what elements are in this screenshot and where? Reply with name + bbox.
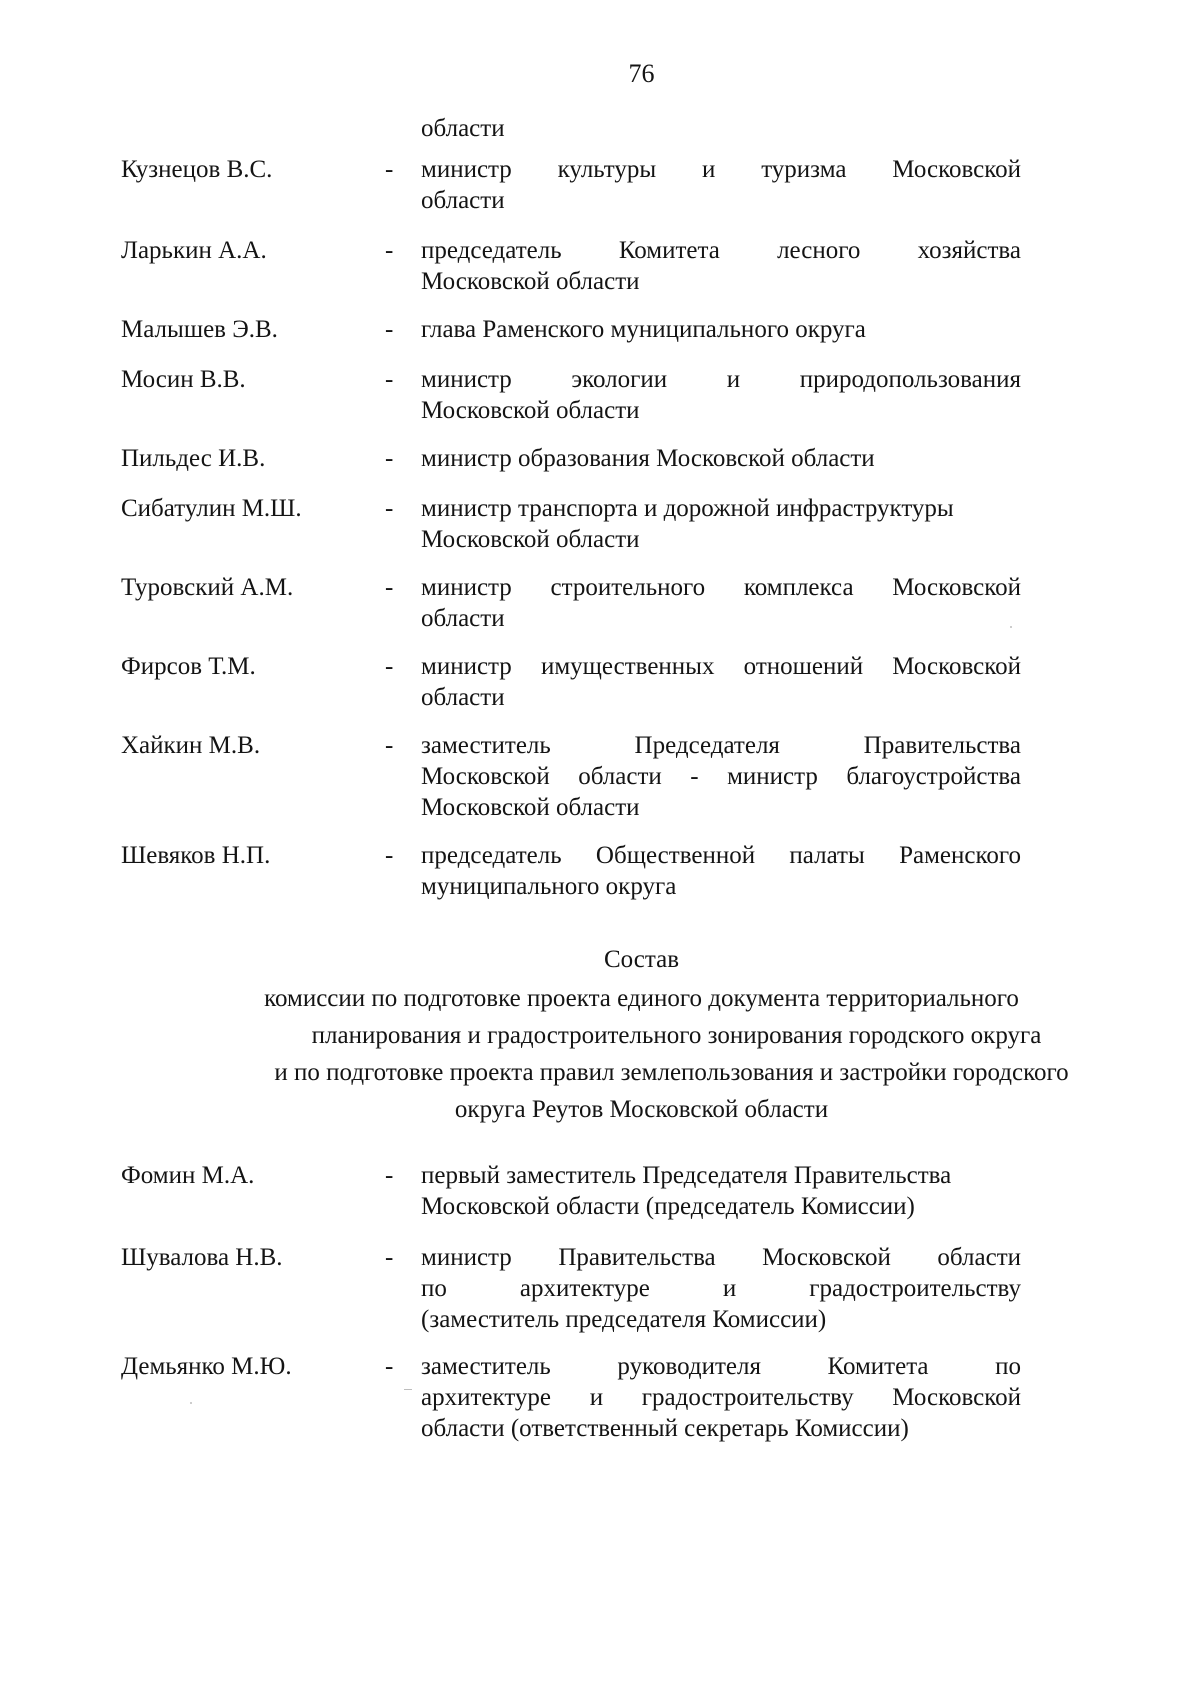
member-dash: -	[385, 653, 394, 680]
member-position	[421, 443, 1021, 474]
member-position	[421, 1160, 1021, 1222]
member-dash: -	[385, 574, 394, 601]
position-line: министр Правительства Московской области	[421, 1244, 1021, 1271]
member-dash: -	[385, 732, 394, 759]
member-dash: -	[385, 156, 394, 183]
section-subtitle-line: планирования и градостроительного зонирования городского округа	[311, 1022, 1042, 1049]
member-dash: -	[385, 445, 394, 472]
position-line: заместитель Председателя Правительства	[421, 732, 1021, 759]
position-line: области (ответственный секретарь Комиссии)	[421, 1415, 909, 1442]
member-name: Мосин В.В.	[121, 366, 246, 393]
position-line: по архитектуре и градостроительству	[421, 1275, 1021, 1302]
scan-speck	[1010, 626, 1012, 628]
member-position	[421, 1351, 1021, 1444]
member-name: Фирсов Т.М.	[121, 653, 256, 680]
member-name: Шувалова Н.В.	[121, 1244, 283, 1271]
member-dash: -	[385, 1244, 394, 1271]
member-name: Шевяков Н.П.	[121, 842, 271, 869]
position-line: заместитель руководителя Комитета по	[421, 1353, 1021, 1380]
position-line: министр образования Московской области	[421, 445, 875, 472]
section-subtitle-line: округа Реутов Московской области	[454, 1096, 829, 1123]
member-position	[421, 493, 1021, 555]
section-title: Состав	[603, 946, 680, 973]
member-name: Сибатулин М.Ш.	[121, 495, 302, 522]
position-line: Московской области	[421, 397, 640, 424]
position-line: области	[421, 605, 505, 632]
scan-speck	[404, 1389, 412, 1390]
member-position	[421, 730, 1021, 823]
position-line: министр культуры и туризма Московской	[421, 156, 1021, 183]
position-line: области	[421, 684, 505, 711]
member-position	[421, 235, 1021, 297]
carry-over-text: области	[421, 115, 505, 142]
member-position	[421, 840, 1021, 902]
section-subtitle-line: комиссии по подготовке проекта единого документа территориального	[264, 985, 1019, 1012]
member-name: Пильдес И.В.	[121, 445, 266, 472]
position-line: председатель Комитета лесного хозяйства	[421, 237, 1021, 264]
member-dash: -	[385, 1162, 394, 1189]
member-name: Фомин М.А.	[121, 1162, 255, 1189]
section-heading	[0, 940, 1200, 1128]
member-name: Демьянко М.Ю.	[121, 1353, 292, 1380]
position-line: Московской области - министр благоустройства	[421, 763, 1021, 790]
position-line: председатель Общественной палаты Раменского	[421, 842, 1021, 869]
scan-speck	[190, 1402, 192, 1404]
position-line: министр имущественных отношений Московской	[421, 653, 1021, 680]
member-position	[421, 314, 1021, 345]
position-line: Московской области (председатель Комиссии)	[421, 1193, 915, 1220]
position-line: (заместитель председателя Комиссии)	[421, 1306, 827, 1333]
member-position	[421, 1242, 1021, 1335]
member-name: Кузнецов В.С.	[121, 156, 273, 183]
member-position	[421, 651, 1021, 713]
position-line: министр экологии и природопользования	[421, 366, 1021, 393]
position-line: первый заместитель Председателя Правительства	[421, 1162, 952, 1189]
member-name: Туровский А.М.	[121, 574, 294, 601]
position-line: министр строительного комплекса Московской	[421, 574, 1021, 601]
member-name: Малышев Э.В.	[121, 316, 278, 343]
member-dash: -	[385, 366, 394, 393]
position-line: области	[421, 187, 505, 214]
member-dash: -	[385, 842, 394, 869]
position-line: министр транспорта и дорожной инфраструктуры	[421, 495, 954, 522]
member-dash: -	[385, 316, 394, 343]
position-line: архитектуре и градостроительству Московской	[421, 1384, 1021, 1411]
member-dash: -	[385, 495, 394, 522]
member-dash: -	[385, 1353, 394, 1380]
section-subtitle-line: и по подготовке проекта правил землепользования и застройки городского	[274, 1059, 1069, 1086]
member-name: Хайкин М.В.	[121, 732, 261, 759]
member-position	[421, 572, 1021, 634]
position-line: Московской области	[421, 794, 640, 821]
position-line: глава Раменского муниципального округа	[421, 316, 866, 343]
member-dash: -	[385, 237, 394, 264]
member-position	[421, 364, 1021, 426]
position-line: Московской области	[421, 526, 640, 553]
page-number: 76	[628, 59, 655, 88]
position-line: Московской области	[421, 268, 640, 295]
member-position	[421, 154, 1021, 216]
member-name: Ларькин А.А.	[121, 237, 267, 264]
position-line: муниципального округа	[421, 873, 677, 900]
